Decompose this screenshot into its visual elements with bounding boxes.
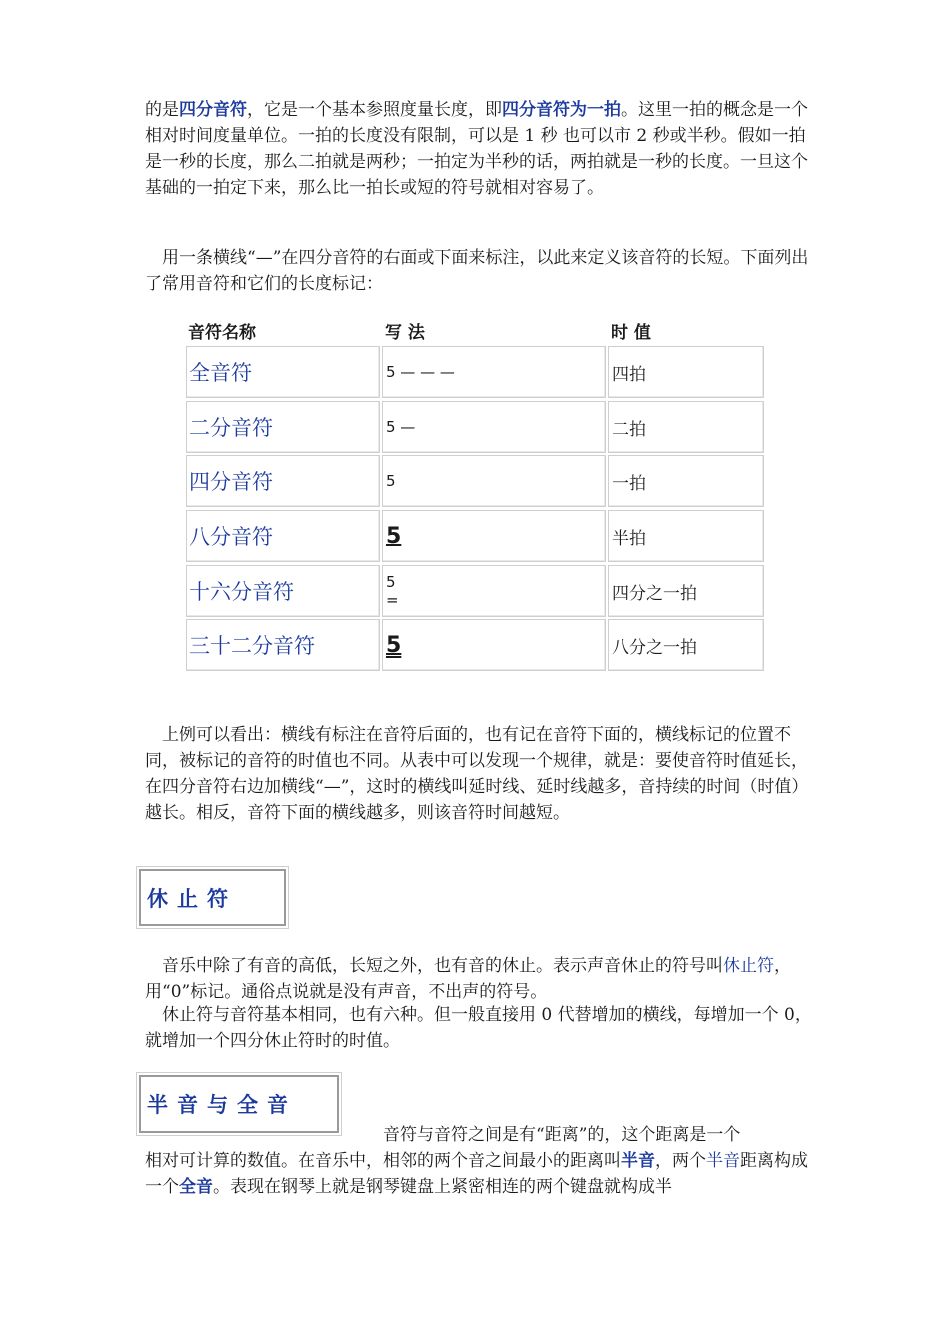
thirty-second-note-glyph: 5 (386, 632, 402, 658)
table-row-value: 八分之一拍 (608, 619, 764, 671)
section-title-semitone: 半音与全音 (139, 1075, 339, 1133)
semitone-term: 半音 (621, 1151, 655, 1171)
semitone-text: 。表现在钢琴上就是钢琴键盘上紧密相连的两个键盘就构成半 (213, 1177, 672, 1197)
observation-paragraph: 上例可以看出：横线有标注在音符后面的，也有记在音符下面的，横线标记的位置不同，被标记的音符的时值也不同。从表中可以发现一个规律，就是：要使音符时值延长，在四分音符右边加横线“—”，这时的横线叫延时线、延时线越多，音持续的时间（时值）越长。相反，音符下面的横线越多，则该音符时间越短。 (145, 725, 809, 823)
table-row-value: 半拍 (608, 510, 764, 562)
table-row-writing: 5 — (382, 401, 606, 453)
semitone-line-1: 音符与音符之间是有“距离”的，这个距离是一个 (383, 1125, 741, 1145)
table-row-name: 四分音符 (186, 455, 380, 507)
intro-paragraph (145, 97, 817, 201)
header-duration: 时 值 (611, 323, 651, 343)
sixteenth-note-digit: 5 (386, 573, 396, 591)
quarter-note-one-beat-term: 四分音符为一拍 (502, 100, 621, 120)
rest-symbol-link[interactable]: 休止符 (723, 956, 774, 976)
rest-paragraph-2: 休止符与音符基本相同，也有六种。但一般直接用 0 代替增加的横线，每增加一个 0，就增加一个四分休止符时的时值。 (145, 1005, 812, 1051)
quarter-note-term: 四分音符 (179, 100, 247, 120)
header-writing: 写 法 (385, 323, 425, 343)
intro-text: 的是 (145, 100, 179, 120)
table-row-value: 四分之一拍 (608, 565, 764, 617)
sixteenth-note-underline: = (386, 591, 399, 609)
header-note-name: 音符名称 (188, 323, 256, 343)
table-row-value: 一拍 (608, 455, 764, 507)
intro-text: 。这里一拍的概念是一个相对时间度量单位。一拍的长度没有限制，可以是 1 秒 也可以市 2 秒或半秒。假如一拍是一秒的长度，那么二拍就是两秒；一拍定为半秒的话，两拍就是一秒的长度。一旦这个基础的一拍定下来，那么比一拍长或短的符号就相对容易了。 (145, 100, 808, 198)
semitone-text: 距离构成一个 (145, 1151, 808, 1197)
table-row-writing: 5 — — — (382, 346, 606, 398)
table-row-name: 十六分音符 (186, 565, 380, 617)
table-row-writing (382, 565, 606, 617)
table-row-writing (382, 619, 606, 671)
whole-tone-term: 全音 (179, 1177, 213, 1197)
table-row-name: 二分音符 (186, 401, 380, 453)
eighth-note-glyph: 5 (386, 523, 402, 549)
table-row-value: 二拍 (608, 401, 764, 453)
rest-text: 音乐中除了有音的高低，长短之外，也有音的休止。表示声音休止的符号叫 (145, 956, 723, 976)
table-row-name: 全音符 (186, 346, 380, 398)
table-row-writing: 5 (382, 455, 606, 507)
table-row-writing (382, 510, 606, 562)
semitone-paragraph (145, 1148, 817, 1200)
table-row-value: 四拍 (608, 346, 764, 398)
table-row-name: 八分音符 (186, 510, 380, 562)
rest-text: ，用“0”标记。通俗点说就是没有声音，不出声的符号。 (145, 956, 791, 1002)
section-title-rest: 休止符 (139, 869, 286, 926)
table-row-name: 三十二分音符 (186, 619, 380, 671)
dash-intro-paragraph: 用一条横线“—”在四分音符的右面或下面来标注，以此来定义该音符的长短。下面列出了常用音符和它们的长度标记： (145, 248, 809, 294)
rest-paragraph-1 (145, 953, 817, 1005)
semitone-text: ，两个 (655, 1151, 706, 1171)
semitone-link[interactable]: 半音 (706, 1151, 740, 1171)
intro-text: ，它是一个基本参照度量长度，即 (247, 100, 502, 120)
semitone-text: 相对可计算的数值。在音乐中，相邻的两个音之间最小的距离叫 (145, 1151, 621, 1171)
